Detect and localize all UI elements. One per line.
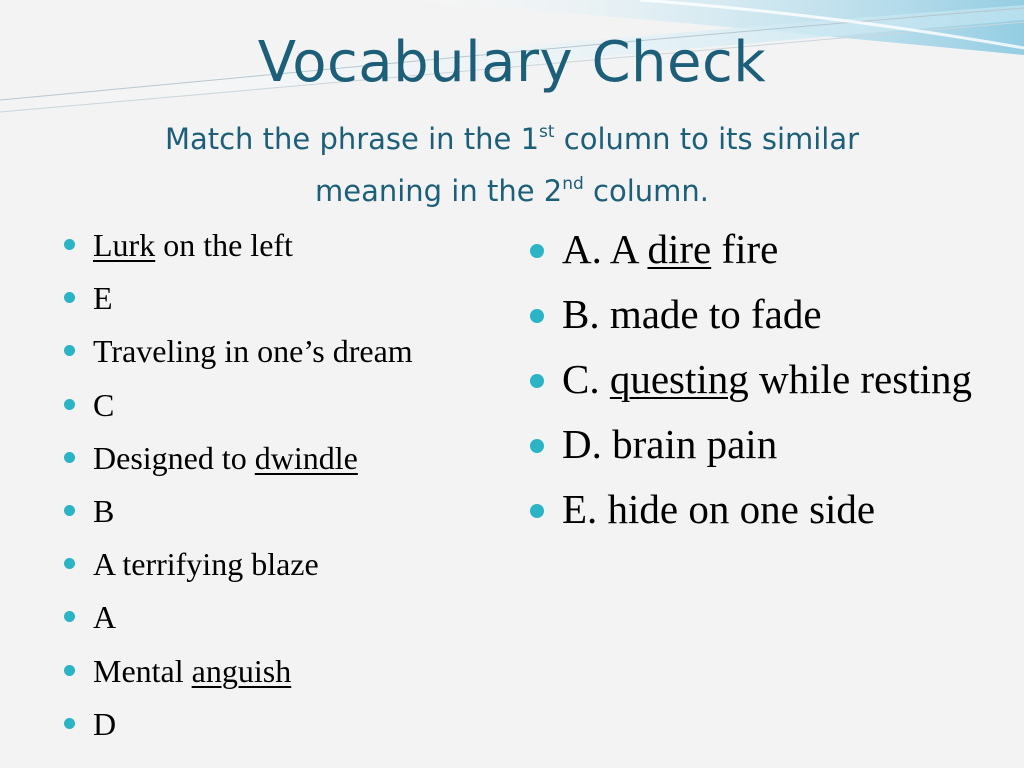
list-item: D [64, 700, 504, 753]
list-item: E [64, 274, 504, 327]
list-item: C [64, 381, 504, 434]
bullet-icon [64, 239, 75, 250]
bullet-icon [64, 345, 75, 356]
bullet-icon [64, 718, 75, 729]
subtitle-text: column. [583, 174, 709, 208]
list-item: E. hide on one side [530, 483, 1000, 536]
list-item: Designed to dwindle [64, 434, 504, 487]
bullet-icon [530, 439, 544, 453]
bullet-icon [530, 244, 544, 258]
bullet-icon [530, 309, 544, 323]
bullet-icon [64, 505, 75, 516]
bullet-icon [64, 399, 75, 410]
bullet-icon [64, 452, 75, 463]
list-item: C. questing while resting [530, 353, 1000, 406]
list-item: B [64, 487, 504, 540]
subtitle-text: column to its similar [554, 122, 860, 156]
list-item: Traveling in one’s dream [64, 327, 504, 380]
bullet-icon [64, 611, 75, 622]
bullet-icon [64, 292, 75, 303]
left-column-list [64, 221, 504, 753]
list-item: A terrifying blaze [64, 540, 504, 593]
bullet-icon [530, 374, 544, 388]
right-column-list [530, 223, 1000, 548]
subtitle-superscript: st [539, 122, 555, 142]
subtitle-superscript: nd [562, 174, 584, 194]
subtitle-text: meaning in the 2 [314, 174, 563, 208]
bullet-icon [64, 558, 75, 569]
bullet-icon [530, 504, 544, 518]
slide-subtitle [100, 116, 924, 220]
subtitle-text: Match the phrase in the 1 [164, 122, 540, 156]
list-item: A. A dire fire [530, 223, 1000, 276]
list-item: B. made to fade [530, 288, 1000, 341]
list-item: Mental anguish [64, 647, 504, 700]
slide-title: Vocabulary Check [257, 30, 767, 95]
list-item: Lurk on the left [64, 221, 504, 274]
list-item: D. brain pain [530, 418, 1000, 471]
bullet-icon [64, 665, 75, 676]
list-item: A [64, 593, 504, 646]
